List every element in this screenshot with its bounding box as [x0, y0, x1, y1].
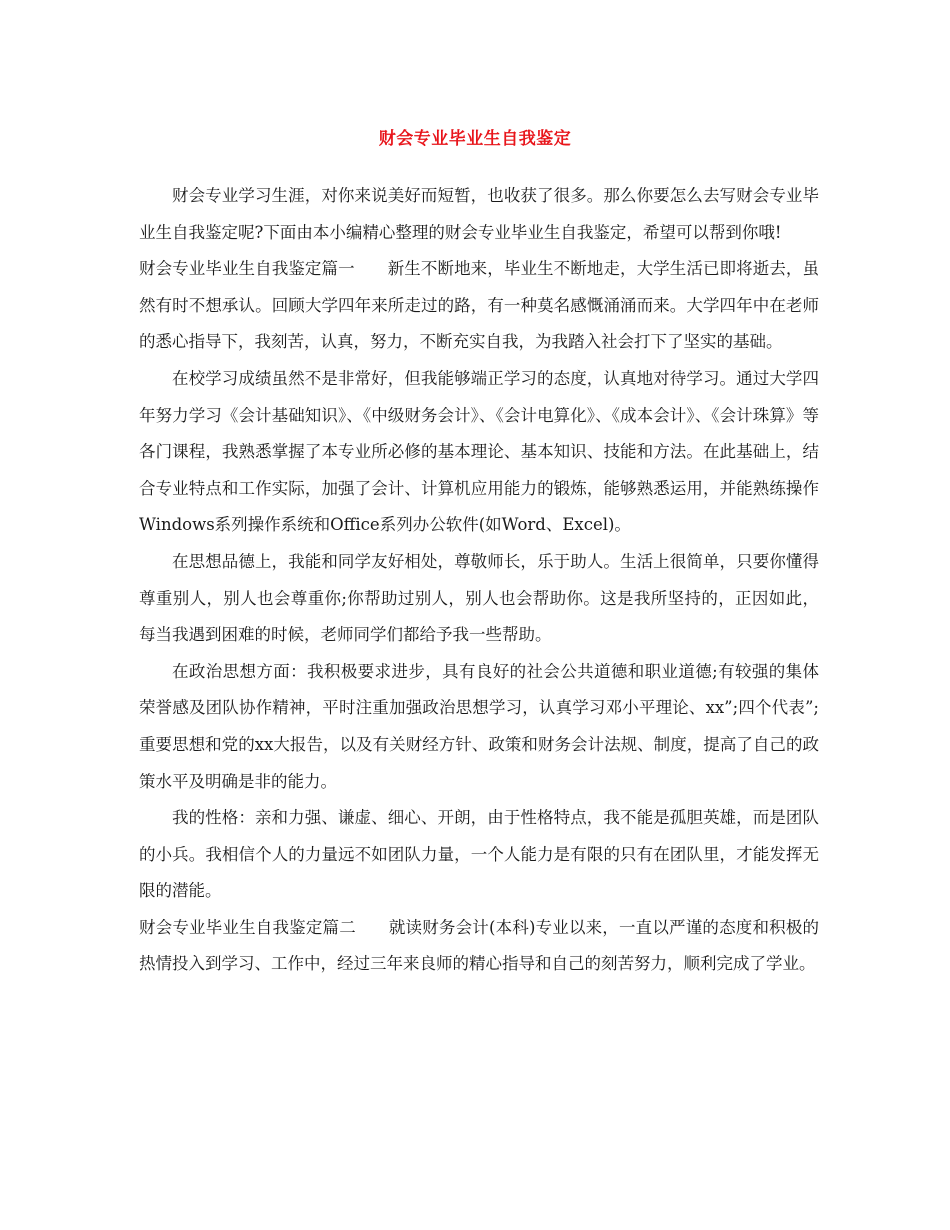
section-one-paragraph: [139, 251, 819, 361]
section-two-paragraph: [139, 910, 819, 983]
politics-paragraph: 在政治思想方面：我积极要求进步，具有良好的社会公共道德和职业道德;有较强的集体荣誉感及团队协作精神，平时注重加强政治思想学习，认真学习邓小平理论、xx”;四个代表”;重要思想和党的xx大报告，以及有关财经方针、政策和财务会计法规、制度，提高了自己的政策水平及明确是非的能力。: [139, 661, 819, 791]
section-one-label: 财会专业毕业生自我鉴定篇一: [139, 259, 355, 279]
section-one-text: 新生不断地来，毕业生不断地走，大学生活已即将逝去，虽然有时不想承认。回顾大学四年来所走过的路，有一种莫名感慨涌涌而来。大学四年中在老师的悉心指导下，我刻苦，认真，努力，不断充实自我，为我踏入社会打下了坚实的基础。: [139, 259, 820, 352]
intro-paragraph: 财会专业学习生涯，对你来说美好而短暂，也收获了很多。那么你要怎么去写财会专业毕业生自我鉴定呢?下面由本小编精心整理的财会专业毕业生自我鉴定，希望可以帮到你哦!: [139, 186, 819, 242]
study-paragraph: 在校学习成绩虽然不是非常好，但我能够端正学习的态度，认真地对待学习。通过大学四年努力学习《会计基础知识》、《中级财务会计》、《会计电算化》、《成本会计》、《会计珠算》等各门课程，我熟悉掌握了本专业所必修的基本理论、基本知识、技能和方法。在此基础上，结合专业特点和工作实际，加强了会计、计算机应用能力的锻炼，能够熟悉运用，并能熟练操作Windows系列操作系统和Office系列办公软件(如Word、Excel)。: [139, 368, 819, 535]
document-title: 财会专业毕业生自我鉴定: [378, 129, 572, 149]
document-body: [139, 178, 819, 983]
section-two-text: 就读财务会计(本科)专业以来，一直以严谨的态度和积极的热情投入到学习、工作中，经过三年来良师的精心指导和自己的刻苦努力，顺利完成了学业。: [139, 917, 819, 974]
personality-paragraph: 我的性格：亲和力强、谦虚、细心、开朗，由于性格特点，我不能是孤胆英雄，而是团队的小兵。我相信个人的力量远不如团队力量，一个人能力是有限的只有在团队里，才能发挥无限的潜能。: [139, 808, 819, 901]
morality-paragraph: 在思想品德上，我能和同学友好相处，尊敬师长，乐于助人。生活上很简单，只要你懂得尊重别人，别人也会尊重你;你帮助过别人，别人也会帮助你。这是我所坚持的，正因如此，每当我遇到困难的时候，老师同学们都给予我一些帮助。: [139, 551, 819, 645]
section-two-label: 财会专业毕业生自我鉴定篇二: [139, 917, 356, 937]
